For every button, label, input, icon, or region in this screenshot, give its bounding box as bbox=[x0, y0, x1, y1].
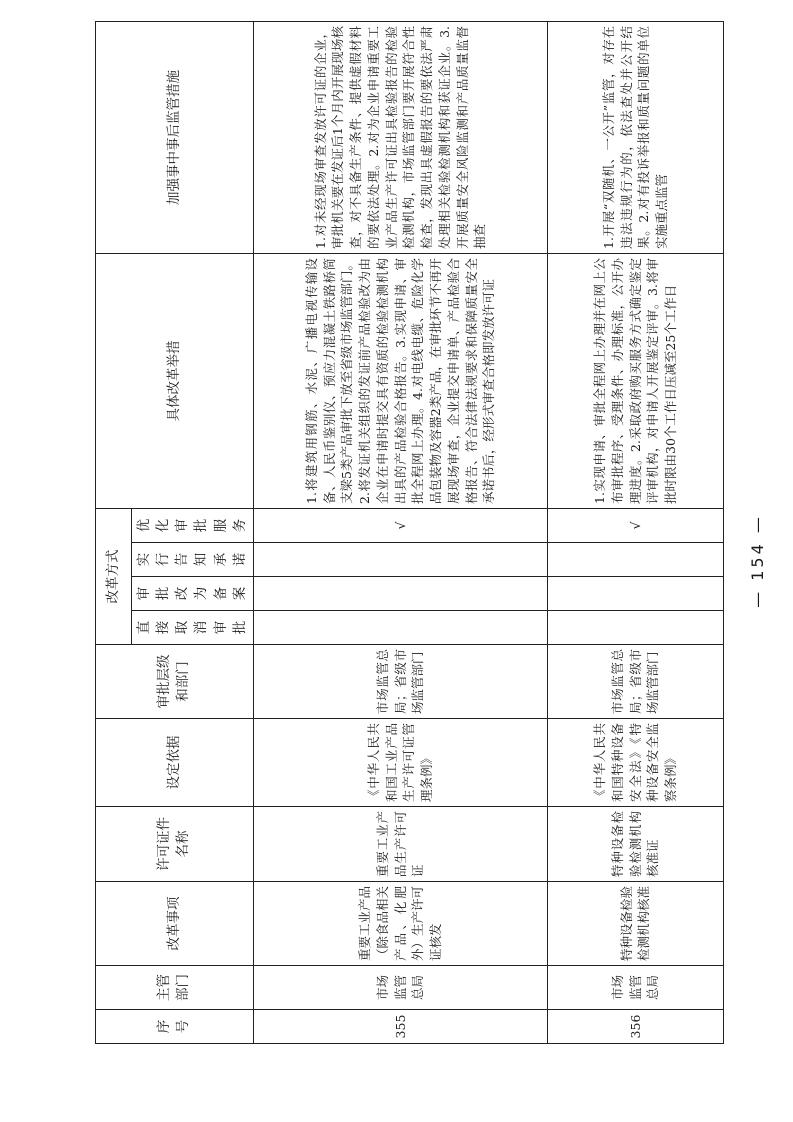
table-row bbox=[547, 22, 723, 1044]
row-method-filing bbox=[547, 577, 723, 611]
header-measures: 具体改革举措 bbox=[96, 254, 254, 509]
row-measures: 1.实现申请、审批全程网上办理并在网上公布审批程序、受理条件、办理标准，公开办理进度。2.采取政府购买服务方式确定鉴定评审机构，对申请人开展鉴定评审。3.将审批时限由30个工作日压减至25个工作日 bbox=[547, 254, 723, 509]
header-method: 改革方式 bbox=[96, 509, 132, 645]
row-item: 特种设备检验检测机构核准 bbox=[547, 882, 723, 966]
row-seq: 355 bbox=[253, 1010, 547, 1044]
row-dept: 市场监管总局 bbox=[253, 966, 547, 1010]
row-method-cancel bbox=[253, 611, 547, 645]
header-item: 改革事项 bbox=[96, 882, 254, 966]
row-method-optimize-check: √ bbox=[547, 509, 723, 543]
header-dept: 主管部门 bbox=[96, 966, 254, 1010]
row-method-optimize-check: √ bbox=[253, 509, 547, 543]
row-supervision: 1.对未经现场审查发放许可证的企业，审批机关要在发证后1个月内开展现场核查，对不具备生产条件、提供虚假材料的要依法处理。2.对为企业申请重要工业产品生产许可证出具检验报告的检验检测机构，市场监管部门要开展符合性检查，发现出具虚假报告的要依法严肃处理相关检验检测机构和获证企业。3.开展质量安全风险监测和产品质量监督抽查 bbox=[253, 22, 547, 254]
header-supervision: 加强事中事后监管措施 bbox=[96, 22, 254, 254]
row-license: 重要工业产品生产许可证 bbox=[253, 807, 547, 882]
row-item: 重要工业产品（除食品相关产品、化肥外）生产许可证核发 bbox=[253, 882, 547, 966]
table-row bbox=[253, 22, 547, 1044]
header-seq: 序号 bbox=[96, 1010, 254, 1044]
row-supervision: 1.开展“双随机、一公开”监管，对存在违法违规行为的，依法查处并公开结果。2.对有投诉举报和质量问题的单位实施重点监管 bbox=[547, 22, 723, 254]
row-measures: 1.将建筑用钢筋、水泥、广播电视传输设备、人民币鉴别仪、预应力混凝土铁路桥简支梁5类产品审批下放至省级市场监管部门。2.将发证机关组织的发证前产品检验改为由企业在申请时提交具有资质的检验检测机构出具的产品检验合格报告。3.实现申请、审批全程网上办理。4.对电线电缆、危险化学品包装物及容器2类产品，在审批环节不再开展现场审查，企业提交申请单、产品检验合格报告、符合法律法规要求和保障质量安全承诺书后，经形式审查合格即发放许可证 bbox=[253, 254, 547, 509]
header-level: 审批层级和部门 bbox=[96, 645, 254, 719]
page-number: — 154 — bbox=[748, 514, 767, 608]
header-row-1 bbox=[96, 22, 132, 1044]
header-method-optimize: 优化审批服务 bbox=[132, 509, 254, 543]
row-seq: 356 bbox=[547, 1010, 723, 1044]
row-method-filing bbox=[253, 577, 547, 611]
row-basis: 《中华人民共和国特种设备安全法》《特种设备安全监察条例》 bbox=[547, 719, 723, 807]
row-dept: 市场监管总局 bbox=[547, 966, 723, 1010]
row-level: 市场监管总局；省级市场监管部门 bbox=[253, 645, 547, 719]
header-method-filing: 审批改为备案 bbox=[132, 577, 254, 611]
reform-table bbox=[95, 21, 724, 1044]
header-basis: 设定依据 bbox=[96, 719, 254, 807]
header-license: 许可证件名称 bbox=[96, 807, 254, 882]
header-method-cancel: 直接取消审批 bbox=[132, 611, 254, 645]
row-method-notify bbox=[253, 543, 547, 577]
row-license: 特种设备检验检测机构核准证 bbox=[547, 807, 723, 882]
row-level: 市场监管总局；省级市场监管部门 bbox=[547, 645, 723, 719]
row-basis: 《中华人民共和国工业产品生产许可证管理条例》 bbox=[253, 719, 547, 807]
header-method-notify: 实行告知承诺 bbox=[132, 543, 254, 577]
row-method-cancel bbox=[547, 611, 723, 645]
row-method-notify bbox=[547, 543, 723, 577]
